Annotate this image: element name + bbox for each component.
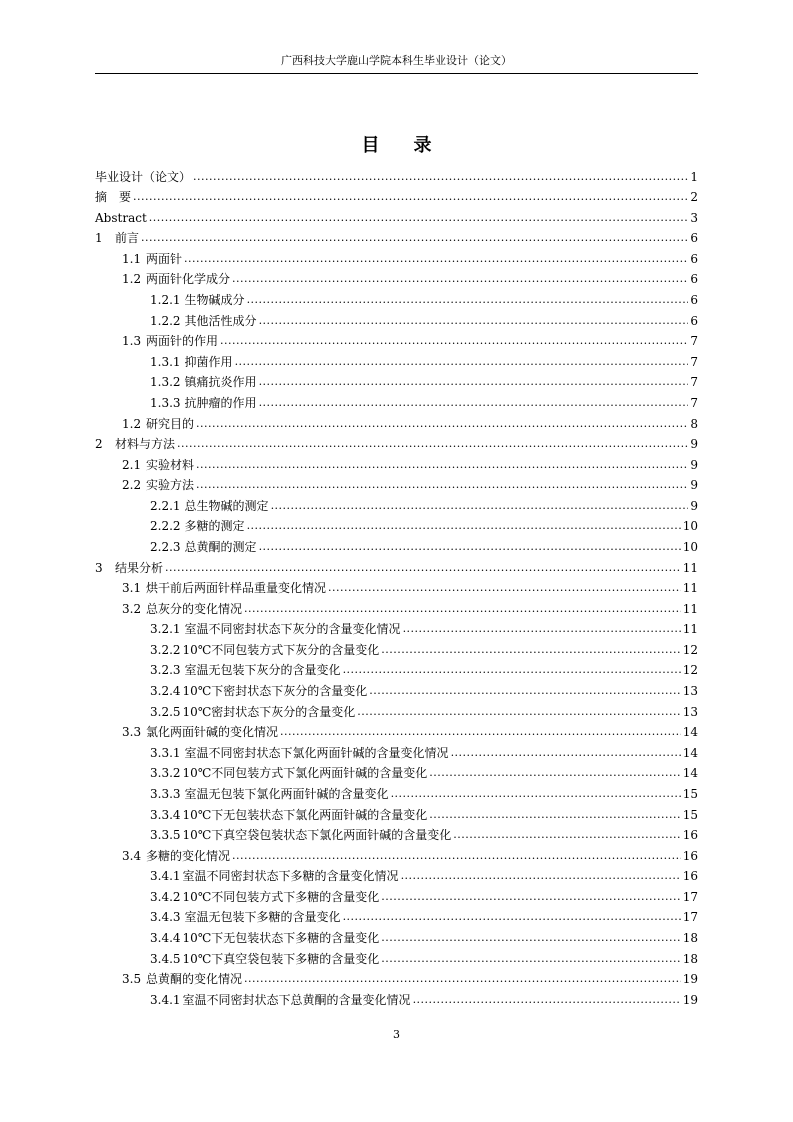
toc-entry-number: 3.4.5 [150,951,181,966]
toc-entry-page: 16 [682,828,698,843]
toc-entry-page: 6 [690,272,698,287]
toc-entry-page: 14 [682,745,698,760]
toc-entry-title: 摘 要 [95,190,132,205]
toc-entry-page: 18 [682,951,698,966]
toc-entry[interactable] [95,472,698,493]
toc-dot-leader [184,252,688,266]
toc-dot-leader [401,869,681,883]
toc-entry-title: 镇痛抗炎作用 [184,375,257,390]
table-of-contents [95,163,698,1007]
toc-entry-number: 2.2.1 [150,498,181,513]
toc-entry-title: 总黄酮的测定 [184,539,257,554]
toc-dot-leader [259,396,689,410]
toc-entry[interactable] [95,986,698,1007]
toc-entry-page: 15 [682,807,698,822]
toc-dot-leader [357,705,680,719]
toc-entry[interactable] [95,698,698,719]
toc-entry-title: 两面针的作用 [146,334,219,349]
toc-entry-number: 3.3.3 [150,786,181,801]
toc-entry[interactable] [95,348,698,369]
toc-entry-page: 6 [690,293,698,308]
toc-dot-leader [403,622,681,636]
toc-entry-title: 10℃下真空袋包装状态下氯化两面针碱的含量变化 [182,828,452,843]
toc-entry[interactable] [95,616,698,637]
toc-entry-page: 10 [682,539,698,554]
toc-entry-number: 3 [95,560,103,575]
toc-dot-leader [149,211,689,225]
toc-entry-page: 18 [682,930,698,945]
toc-entry[interactable] [95,204,698,225]
toc-entry[interactable] [95,760,698,781]
toc-entry-number: 1.2 [122,416,142,431]
toc-entry-page: 8 [690,416,698,431]
toc-entry[interactable] [95,595,698,616]
toc-entry-number: 3.4.4 [150,930,181,945]
toc-entry-page: 9 [690,437,698,452]
toc-entry-page: 11 [682,560,698,575]
toc-entry-number: 2.2.2 [150,519,181,534]
toc-entry[interactable] [95,657,698,678]
toc-entry-page: 14 [682,766,698,781]
toc-entry[interactable] [95,863,698,884]
toc-dot-leader [259,314,689,328]
toc-entry[interactable] [95,636,698,657]
toc-entry-title: 研究目的 [146,416,195,431]
running-header: 广西科技大学鹿山学院本科生毕业设计（论文） [281,54,512,67]
toc-dot-leader [235,355,689,369]
toc-entry-page: 13 [682,704,698,719]
toc-entry-page: 10 [682,519,698,534]
toc-entry-page: 17 [682,889,698,904]
toc-dot-leader [280,725,681,739]
toc-entry-title: 10℃下无包装状态下多糖的含量变化 [182,930,380,945]
toc-entry-page: 14 [682,725,698,740]
toc-dot-leader [196,458,688,472]
toc-entry-number: 1 [95,231,103,246]
toc-entry-page: 9 [690,498,698,513]
toc-entry[interactable] [95,513,698,534]
toc-entry-title: 室温无包装下灰分的含量变化 [184,663,341,678]
toc-entry[interactable] [95,307,698,328]
toc-dot-leader [381,931,680,945]
toc-entry[interactable] [95,780,698,801]
toc-entry[interactable] [95,533,698,554]
toc-entry-title: 烘干前后两面针样品重量变化情况 [146,581,327,596]
toc-entry-number: 3.3.1 [150,745,181,760]
toc-entry-title: 多糖的测定 [184,519,245,534]
toc-entry[interactable] [95,554,698,575]
toc-entry[interactable] [95,328,698,349]
toc-entry[interactable] [95,842,698,863]
toc-entry-page: 19 [682,992,698,1007]
toc-dot-leader [232,849,681,863]
toc-entry-number: 2 [95,437,103,452]
toc-entry-number: 3.3.5 [150,828,181,843]
toc-entry-number: 1.3.1 [150,354,181,369]
toc-entry-page: 12 [682,663,698,678]
toc-entry-title: 多糖的变化情况 [146,848,231,863]
toc-entry-number: 1.2.2 [150,313,181,328]
page-number: 3 [393,1028,400,1041]
toc-entry-number: 3.2.1 [150,622,181,637]
toc-entry[interactable] [95,575,698,596]
toc-entry-title: 室温不同密封状态下总黄酮的含量变化情况 [182,992,411,1007]
toc-entry-page: 2 [690,190,698,205]
toc-entry-number: 3.4.3 [150,910,181,925]
toc-entry-title: 实验材料 [146,457,195,472]
toc-entry[interactable] [95,225,698,246]
toc-entry-title: 实验方法 [146,478,195,493]
toc-entry[interactable] [95,719,698,740]
toc-entry-number: 1.2 [122,272,142,287]
toc-entry-title: 室温无包装下多糖的含量变化 [184,910,341,925]
toc-dot-leader [343,910,681,924]
toc-dot-leader [196,417,688,431]
toc-entry[interactable] [95,677,698,698]
toc-entry-number: 3.2 [122,601,142,616]
toc-entry[interactable] [95,924,698,945]
toc-entry-title: 10℃下真空袋包装下多糖的含量变化 [182,951,380,966]
toc-entry-title: 毕业设计（论文） [95,169,192,184]
toc-entry-title: 生物碱成分 [184,293,245,308]
toc-entry-number: 1.3.2 [150,375,181,390]
toc-entry-title: 前言 [115,231,140,246]
toc-entry-title: 总黄酮的变化情况 [146,972,243,987]
toc-entry-page: 7 [690,354,698,369]
toc-entry-title: 10℃不同包装方式下灰分的含量变化 [182,642,380,657]
toc-entry-title: 10℃不同包装方式下氯化两面针碱的含量变化 [182,766,428,781]
toc-entry-page: 17 [682,910,698,925]
toc-entry-title: 10℃不同包装方式下多糖的含量变化 [182,889,380,904]
toc-entry-title: 10℃下密封状态下灰分的含量变化 [182,684,368,699]
toc-entry-number: 1.2.1 [150,293,181,308]
toc-entry-number: 3.1 [122,581,142,596]
toc-entry-title: 其他活性成分 [184,313,257,328]
toc-dot-leader [259,540,681,554]
toc-dot-leader [133,190,688,204]
toc-entry-page: 16 [682,869,698,884]
toc-entry-number: 3.2.2 [150,642,181,657]
toc-dot-leader [232,272,688,286]
toc-entry[interactable] [95,431,698,452]
toc-entry-title: 两面针化学成分 [146,272,231,287]
toc-entry[interactable] [95,410,698,431]
toc-entry-title: 10℃密封状态下灰分的含量变化 [182,704,356,719]
toc-entry-title: 室温不同密封状态下多糖的含量变化情况 [182,869,399,884]
toc-entry-title: 结果分析 [115,560,164,575]
toc-entry-page: 1 [690,169,698,184]
toc-entry-page: 6 [690,231,698,246]
toc-entry-page: 11 [682,601,698,616]
toc-entry-title: 室温不同密封状态下氯化两面针碱的含量变化情况 [184,745,449,760]
toc-entry[interactable] [95,163,698,184]
toc-dot-leader [165,561,681,575]
toc-dot-leader [429,808,680,822]
toc-dot-leader [141,231,688,245]
toc-entry-page: 15 [682,786,698,801]
toc-dot-leader [453,828,680,842]
toc-entry-page: 16 [682,848,698,863]
toc-entry[interactable] [95,266,698,287]
toc-dot-leader [343,663,681,677]
toc-dot-leader [244,602,681,616]
toc-entry-number: 3.4.1 [150,992,181,1007]
toc-dot-leader [413,993,681,1007]
toc-entry[interactable] [95,966,698,987]
toc-entry[interactable] [95,245,698,266]
toc-entry-title: 室温不同密封状态下灰分的含量变化情况 [184,622,401,637]
header-rule [95,73,698,74]
toc-entry-number: 3.3.4 [150,807,181,822]
toc-dot-leader [391,787,681,801]
toc-dot-leader [369,684,680,698]
toc-entry-title: 氯化两面针碱的变化情况 [146,725,279,740]
toc-entry-number: 3.2.5 [150,704,181,719]
toc-entry-number: 3.2.3 [150,663,181,678]
toc-entry[interactable] [95,883,698,904]
toc-entry-page: 13 [682,684,698,699]
toc-entry-page: 7 [690,334,698,349]
toc-entry[interactable] [95,451,698,472]
toc-dot-leader [177,437,688,451]
toc-entry-title: 抗肿瘤的作用 [184,395,257,410]
toc-entry-page: 12 [682,642,698,657]
toc-entry[interactable] [95,904,698,925]
toc-entry-page: 9 [690,457,698,472]
toc-dot-leader [247,519,681,533]
toc-dot-leader [328,581,681,595]
toc-entry-page: 11 [682,622,698,637]
toc-dot-leader [271,499,689,513]
toc-entry-title: 两面针 [146,251,183,266]
toc-entry-title: 总生物碱的测定 [184,498,269,513]
toc-entry-title: 总灰分的变化情况 [146,601,243,616]
toc-entry[interactable] [95,286,698,307]
toc-dot-leader [381,952,680,966]
toc-entry-number: 1.3 [122,334,142,349]
toc-dot-leader [244,972,681,986]
toc-dot-leader [247,293,689,307]
toc-entry-page: 6 [690,313,698,328]
page-title: 目录 [361,135,466,156]
toc-entry-title: 室温无包装下氯化两面针碱的含量变化 [184,786,389,801]
toc-entry-title: 10℃下无包装状态下氯化两面针碱的含量变化 [182,807,428,822]
toc-entry[interactable] [95,492,698,513]
toc-entry-page: 7 [690,375,698,390]
toc-dot-leader [259,375,689,389]
toc-dot-leader [196,478,688,492]
toc-entry-number: 3.5 [122,972,142,987]
toc-entry[interactable] [95,389,698,410]
toc-entry[interactable] [95,801,698,822]
toc-entry-title: 材料与方法 [115,437,176,452]
toc-entry-number: 2.2 [122,478,142,493]
toc-entry-page: 11 [682,581,698,596]
toc-entry-number: 2.2.3 [150,539,181,554]
toc-entry-page: 9 [690,478,698,493]
toc-entry[interactable] [95,369,698,390]
toc-entry-number: 1.1 [122,251,142,266]
toc-entry-number: 2.1 [122,457,142,472]
toc-entry[interactable] [95,945,698,966]
toc-entry-title: 抑菌作用 [184,354,233,369]
toc-entry-number: 1.3.3 [150,395,181,410]
toc-entry-number: 3.4.1 [150,869,181,884]
toc-entry-number: 3.3.2 [150,766,181,781]
toc-entry-number: 3.4.2 [150,889,181,904]
toc-entry-page: 7 [690,395,698,410]
toc-entry-number: 3.3 [122,725,142,740]
toc-entry[interactable] [95,822,698,843]
toc-dot-leader [193,170,688,184]
toc-entry-page: 6 [690,251,698,266]
toc-dot-leader [429,766,680,780]
toc-dot-leader [220,334,688,348]
toc-entry-number: 3.4 [122,848,142,863]
toc-dot-leader [451,746,681,760]
toc-entry-title: Abstract [95,210,147,225]
toc-entry[interactable] [95,184,698,205]
toc-entry[interactable] [95,739,698,760]
toc-entry-page: 3 [690,210,698,225]
toc-dot-leader [381,643,680,657]
toc-dot-leader [381,890,680,904]
toc-entry-page: 19 [682,972,698,987]
toc-entry-number: 3.2.4 [150,684,181,699]
